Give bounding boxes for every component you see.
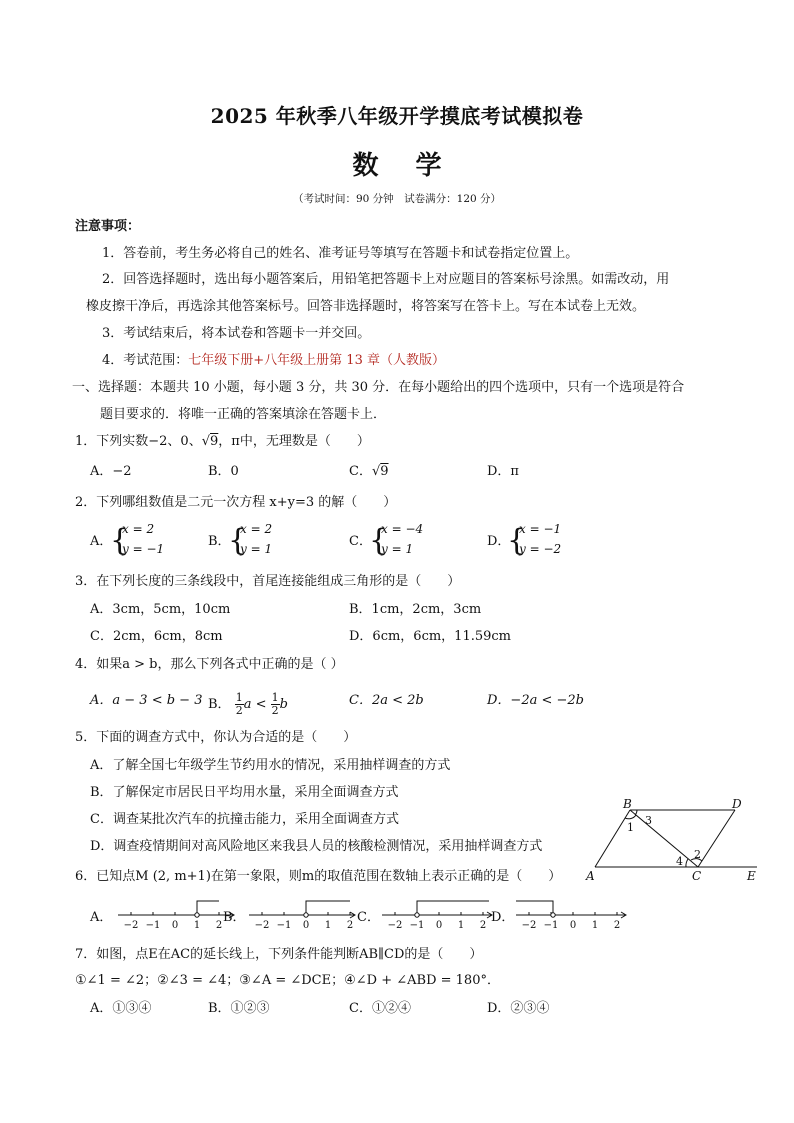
notice-item-3: 3．考试结束后，将本试卷和答题卡一并交回。 — [102, 326, 371, 341]
q4-option-b-label: B． — [208, 697, 231, 712]
q3-option-c[interactable]: C．2cm，6cm，8cm — [90, 629, 223, 644]
q1-stem — [75, 433, 370, 451]
q3-option-a[interactable]: A．3cm，5cm，10cm — [90, 602, 231, 617]
sqrt-symbol: √9 — [201, 434, 219, 449]
tick-label: 2 — [479, 920, 487, 931]
number-line-a — [110, 894, 240, 934]
section1-line1: 一、选择题：本题共 10 小题，每小题 3 分，共 30 分．在每小题给出的四个选项中，只有一个选项是符合 — [72, 380, 685, 395]
notice-item-2-cont: 橡皮擦干净后，再选涂其他答案标号。回答非选择题时，将答案写在答卡上。写在本试卷上无效。 — [86, 299, 646, 314]
q5-option-c[interactable]: C．调查某批次汽车的抗撞击能力，采用全面调查方式 — [90, 812, 399, 827]
q4-option-c[interactable]: C．2a < 2b — [349, 693, 424, 708]
tick-label: 2 — [346, 920, 354, 931]
number-line-b — [241, 894, 371, 934]
fraction-num: 1 — [271, 691, 279, 704]
exam-info: （考试时间：90 分钟 试卷满分：120 分） — [292, 193, 502, 205]
angle-3-label: 3 — [645, 814, 652, 827]
q3-option-d[interactable]: D．6cm，6cm，11.59cm — [349, 629, 512, 644]
angle-2-label: 2 — [694, 848, 701, 861]
q4-option-d[interactable]: D．−2a < −2b — [487, 693, 584, 708]
angle-4-label: 4 — [676, 855, 683, 868]
tick-label: 1 — [324, 920, 332, 931]
segment-dc — [698, 810, 735, 867]
q6-option-c-label[interactable]: C． — [357, 910, 380, 925]
sqrt-symbol: √9 — [371, 464, 389, 479]
q1-radicand: 9 — [210, 434, 219, 449]
tick-label: 1 — [457, 920, 465, 931]
q1-stem-part1: 1．下列实数−2、0、 — [75, 434, 202, 449]
brace-icon: { — [110, 523, 130, 558]
fraction — [235, 692, 244, 717]
q3-option-b[interactable]: B．1cm，2cm，3cm — [349, 602, 482, 617]
angle-arc — [686, 859, 688, 867]
q6-option-d-label[interactable]: D． — [491, 910, 515, 925]
tick-label: 2 — [215, 920, 223, 931]
q2-option-b-eq2: y = 1 — [240, 542, 273, 556]
q1-option-a[interactable]: A．−2 — [90, 464, 132, 479]
tick-label: −1 — [276, 920, 292, 931]
scope-label: 4．考试范围： — [102, 353, 189, 368]
tick-label: −1 — [409, 920, 425, 931]
tick-label: 1 — [591, 920, 599, 931]
tick-label: −1 — [145, 920, 161, 931]
q2-option-d-eq2: y = −2 — [519, 542, 562, 556]
q1-option-d[interactable]: D．π — [487, 464, 519, 479]
q5-option-a[interactable]: A．了解全国七年级学生节约用水的情况，采用抽样调查的方式 — [90, 758, 451, 773]
q2-option-c-eq1: x = −4 — [381, 522, 424, 536]
notice-item-2: 2．回答选择题时，选出每小题答案后，用铅笔把答题卡上对应题目的答案标号涂黑。如需改动，用 — [102, 272, 670, 287]
section1-line2: 题目要求的．将唯一正确的答案填涂在答题卡上． — [100, 407, 387, 422]
number-line-c — [374, 894, 504, 934]
tick-label: 0 — [569, 920, 577, 931]
angle-1-label: 1 — [627, 821, 634, 834]
q4-option-b-end: b — [279, 697, 288, 712]
point-d-label: D — [732, 797, 742, 811]
q7-stem: 7．如图，点E在AC的延长线上，下列条件能判断AB∥CD的是（ ） — [75, 947, 483, 962]
brace-icon: { — [507, 523, 527, 558]
tick-label: −2 — [387, 920, 403, 931]
segment-bc — [630, 810, 698, 867]
q3-stem: 3．在下列长度的三条线段中，首尾连接能组成三角形的是（ ） — [75, 574, 461, 589]
q2-option-b-label[interactable]: B． — [208, 534, 231, 549]
brace-icon: { — [228, 523, 248, 558]
notice-item-1: 1．答卷前，考生务必将自己的姓名、准考证号等填写在答题卡和试卷指定位置上。 — [102, 246, 579, 261]
fraction — [271, 692, 280, 717]
q1-option-c-radicand: 9 — [380, 464, 389, 479]
q2-stem: 2．下列哪组数值是二元一次方程 x+y=3 的解（ ） — [75, 495, 397, 510]
point-c-label: C — [692, 869, 702, 882]
q4-option-a[interactable]: A．a − 3 < b − 3 — [90, 693, 203, 708]
notice-item-4 — [102, 352, 445, 370]
q2-option-c-eq2: y = 1 — [381, 542, 414, 556]
fraction-num: 1 — [235, 691, 243, 704]
q6-stem: 6．已知点M (2, m+1)在第一象限，则m的取值范围在数轴上表示正确的是（ ） — [75, 869, 562, 884]
q1-option-c[interactable] — [349, 463, 389, 481]
q7-option-b[interactable]: B．①②③ — [208, 1001, 270, 1016]
notice-heading: 注意事项： — [75, 219, 141, 234]
subject-title: 数 学 — [352, 151, 456, 181]
q2-option-c-label[interactable]: C． — [349, 534, 372, 549]
q5-option-b[interactable]: B．了解保定市居民日平均用水量，采用全面调查方式 — [90, 785, 399, 800]
brace-icon: { — [369, 523, 389, 558]
angle-arc — [635, 810, 637, 815]
q2-option-a-eq1: x = 2 — [122, 522, 155, 536]
q2-option-b-eq1: x = 2 — [240, 522, 273, 536]
tick-label: 2 — [613, 920, 621, 931]
tick-label: 0 — [171, 920, 179, 931]
q7-option-c[interactable]: C．①②④ — [349, 1001, 411, 1016]
q6-option-a-label[interactable]: A． — [90, 910, 113, 925]
point-b-label: B — [623, 797, 632, 811]
segment-ab — [595, 810, 630, 867]
q2-option-a-label[interactable]: A． — [90, 534, 113, 549]
fraction-den: 2 — [235, 704, 243, 717]
q1-option-c-label: C． — [349, 464, 372, 479]
q4-stem: 4．如果a > b，那么下列各式中正确的是（ ） — [75, 657, 344, 672]
point-a-label: A — [586, 869, 595, 882]
tick-label: −2 — [254, 920, 270, 931]
q4-option-b[interactable] — [208, 692, 288, 717]
geometry-figure — [585, 797, 770, 882]
q2-option-d-eq1: x = −1 — [519, 522, 562, 536]
q7-conditions: ①∠1 = ∠2；②∠3 = ∠4；③∠A = ∠DCE；④∠D + ∠ABD = 180°． — [75, 973, 500, 988]
tick-label: −1 — [543, 920, 559, 931]
q1-stem-part2: ，π中，无理数是（ ） — [218, 434, 370, 449]
tick-label: −2 — [123, 920, 139, 931]
tick-label: 1 — [193, 920, 201, 931]
point-e-label: E — [747, 869, 756, 882]
q6-option-b-label[interactable]: B． — [223, 910, 246, 925]
fraction-den: 2 — [271, 704, 279, 717]
tick-label: 0 — [302, 920, 310, 931]
exam-title: 2025 年秋季八年级开学摸底考试模拟卷 — [210, 104, 584, 128]
number-line-d — [508, 894, 633, 934]
q7-option-d[interactable]: D．②③④ — [487, 1001, 550, 1016]
q5-stem: 5．下面的调查方式中，你认为合适的是（ ） — [75, 730, 357, 745]
scope-value: 七年级下册+八年级上册第 13 章（人教版） — [188, 353, 445, 368]
q7-option-a[interactable]: A．①③④ — [90, 1001, 152, 1016]
tick-label: 0 — [435, 920, 443, 931]
q2-option-a-eq2: y = −1 — [122, 542, 165, 556]
q2-option-d-label[interactable]: D． — [487, 534, 511, 549]
tick-label: −2 — [521, 920, 537, 931]
q4-option-b-mid: a < — [243, 697, 267, 712]
q1-option-b[interactable]: B．0 — [208, 464, 239, 479]
q5-option-d[interactable]: D．调查疫情期间对高风险地区来我县人员的核酸检测情况，采用抽样调查方式 — [90, 839, 543, 854]
